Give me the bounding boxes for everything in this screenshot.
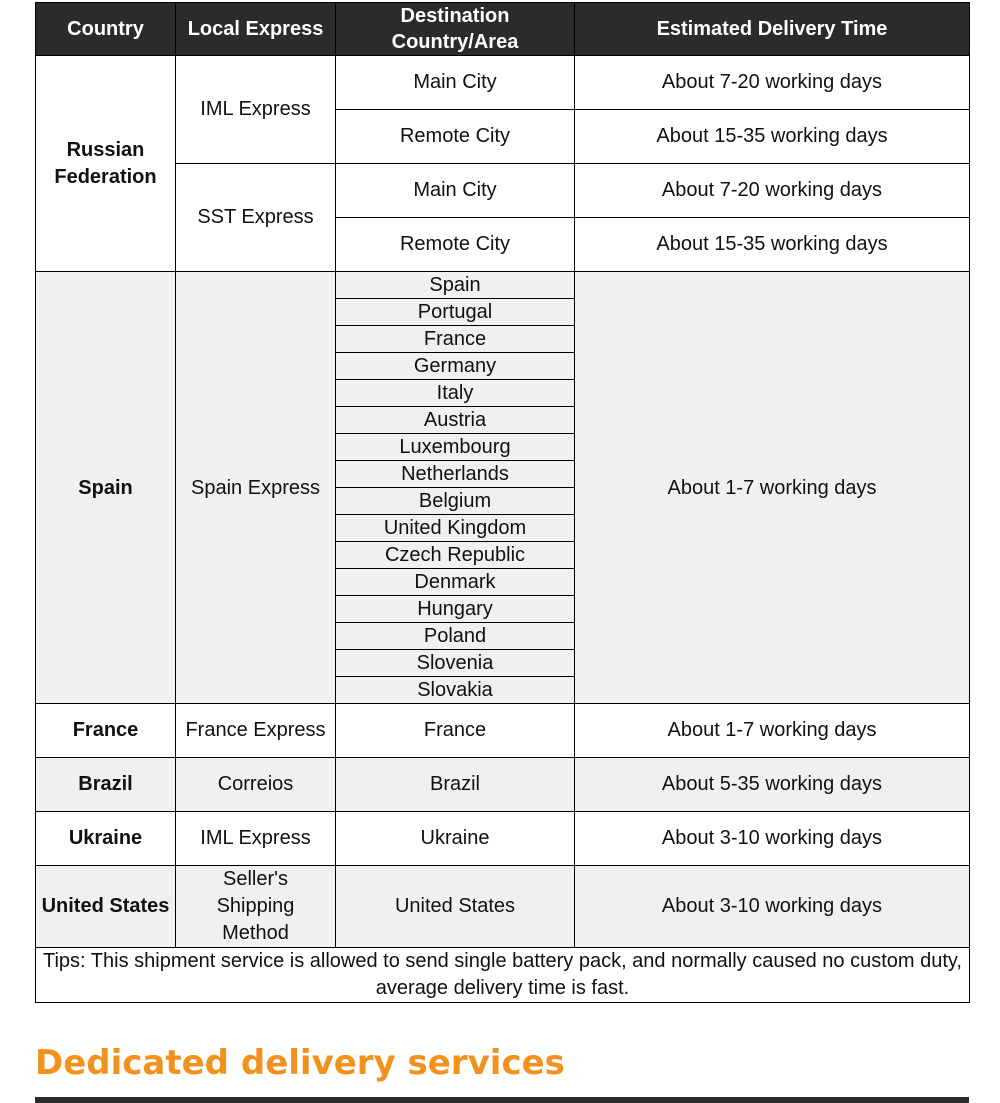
header-delivery-time: Estimated Delivery Time (575, 3, 970, 56)
destination-cell: United States (336, 866, 575, 948)
destination-cell: Denmark (336, 569, 575, 596)
carrier-cell: SST Express (176, 164, 336, 272)
country-cell: Ukraine (36, 812, 176, 866)
delivery-time-cell: About 7-20 working days (575, 56, 970, 110)
header-local-express: Local Express (176, 3, 336, 56)
country-cell: France (36, 704, 176, 758)
carrier-cell: France Express (176, 704, 336, 758)
destination-cell: Poland (336, 623, 575, 650)
destination-cell: Netherlands (336, 461, 575, 488)
destination-cell: Slovenia (336, 650, 575, 677)
destination-cell: Italy (336, 380, 575, 407)
delivery-time-cell: About 15-35 working days (575, 218, 970, 272)
destination-cell: Portugal (336, 299, 575, 326)
carrier-cell: IML Express (176, 56, 336, 164)
destination-cell: Hungary (336, 596, 575, 623)
destination-cell: Remote City (336, 218, 575, 272)
country-cell: Brazil (36, 758, 176, 812)
section-title: Dedicated delivery services (35, 1043, 565, 1083)
destination-cell: Ukraine (336, 812, 575, 866)
destination-cell: Main City (336, 56, 575, 110)
destination-cell: Remote City (336, 110, 575, 164)
carrier-cell: Correios (176, 758, 336, 812)
delivery-time-cell: About 1-7 working days (575, 704, 970, 758)
destination-cell: Main City (336, 164, 575, 218)
destination-cell: Czech Republic (336, 542, 575, 569)
country-cell: United States (36, 866, 176, 948)
destination-cell: Belgium (336, 488, 575, 515)
destination-cell: Luxembourg (336, 434, 575, 461)
destination-cell: France (336, 704, 575, 758)
delivery-time-cell: About 15-35 working days (575, 110, 970, 164)
next-table-header-edge (35, 1097, 969, 1103)
carrier-cell: Spain Express (176, 272, 336, 704)
destination-cell: Brazil (336, 758, 575, 812)
country-cell: Spain (36, 272, 176, 704)
destination-cell: Spain (336, 272, 575, 299)
header-destination: Destination Country/Area (336, 3, 575, 56)
carrier-cell: IML Express (176, 812, 336, 866)
delivery-time-cell: About 3-10 working days (575, 866, 970, 948)
destination-cell: Austria (336, 407, 575, 434)
delivery-time-cell: About 7-20 working days (575, 164, 970, 218)
destination-cell: United Kingdom (336, 515, 575, 542)
delivery-time-cell: About 5-35 working days (575, 758, 970, 812)
delivery-time-cell: About 3-10 working days (575, 812, 970, 866)
destination-cell: France (336, 326, 575, 353)
header-country: Country (36, 3, 176, 56)
shipping-table (35, 2, 970, 1003)
carrier-cell: Seller's Shipping Method (176, 866, 336, 948)
country-cell: Russian Federation (36, 56, 176, 272)
destination-cell: Slovakia (336, 677, 575, 704)
delivery-time-cell: About 1-7 working days (575, 272, 970, 704)
destination-cell: Germany (336, 353, 575, 380)
tips-note: Tips: This shipment service is allowed to send single battery pack, and normally caused no custom duty, average delivery time is fast. (36, 948, 970, 1003)
